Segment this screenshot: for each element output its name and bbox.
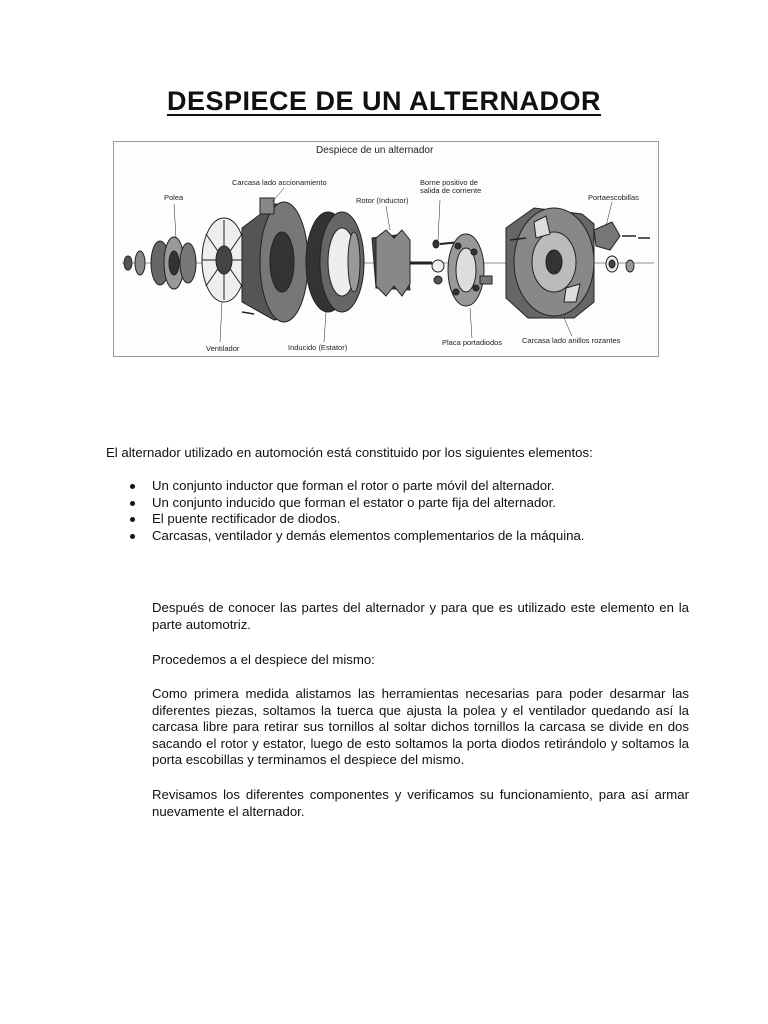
list-item: Carcasas, ventilador y demás elementos complementarios de la máquina. [128,528,584,545]
slip-ring-housing-shape [506,208,594,318]
brush-holder-shape [594,222,650,250]
label-rotor: Rotor (Inductor) [356,196,409,205]
label-borne: Borne positivo de salida de corriente [420,178,482,195]
list-item: Un conjunto inductor que forman el rotor o parte móvil del alternador. [128,478,584,495]
components-list [128,478,584,544]
label-polea: Polea [164,193,184,202]
alternator-exploded-diagram [113,141,659,357]
label-carcasa-accionamiento: Carcasa lado accionamiento [232,178,327,187]
diode-plate-shape [448,234,492,306]
label-carcasa-anillos: Carcasa lado anillos rozantes [522,336,621,345]
rotor-shape [372,230,432,296]
list-item: Un conjunto inducido que forman el estator o parte fija del alternador. [128,495,584,512]
label-portaescobillas: Portaescobillas [588,193,639,202]
paragraph-procedure-intro: Procedemos a el despiece del mismo: [152,652,375,667]
intro-text: El alternador utilizado en automoción está constituido por los siguientes elementos: [106,445,593,460]
list-item: El puente rectificador de diodos. [128,511,584,528]
drive-end-housing-shape [242,198,308,322]
pulley-shape [151,237,196,289]
paragraph-procedure-steps: Como primera medida alistamos las herramientas necesarias para poder desarmar las diferentes piezas, soltamos la tuerca que ajusta la polea y el ventilador quedando así la carcasa libre para retirar sus tornillos al soltar dichos tornillos la carcasa se divide en dos sacando el rotor y estator, luego de esto soltamos la porta diodos retirándolo y soltamos la porta escobillas y terminamos el despiece del mismo. [152,686,689,768]
label-inducido: Inducido (Estator) [288,343,348,352]
fan-shape [202,218,246,302]
alternator-drawing [114,142,660,358]
label-placa-portadiodos: Placa portadiodos [442,338,503,347]
figure-title: Despiece de un alternador [316,145,434,156]
paragraph-purpose: Después de conocer las partes del alternador y para que es utilizado este elemento en la parte automotriz. [152,600,689,632]
page-title-text: DESPIECE DE UN ALTERNADOR [166,86,602,116]
stator-shape [306,212,364,312]
page-title [0,86,768,117]
paragraph-review: Revisamos los diferentes componentes y verificamos su funcionamiento, para así armar nuevamente el alternador. [152,787,689,819]
label-ventilador: Ventilador [206,344,240,353]
